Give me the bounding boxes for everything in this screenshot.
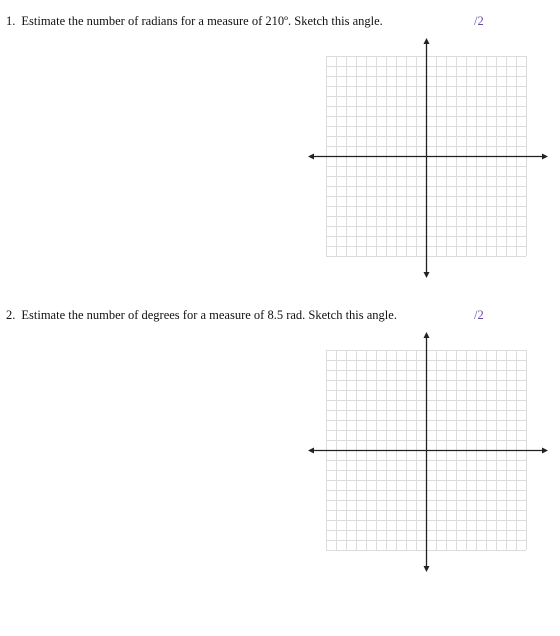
y-axis-bottom-arrow xyxy=(424,272,430,278)
question-number: 2. xyxy=(6,308,16,322)
points-value: /2 xyxy=(474,14,484,28)
coordinate-grid[interactable] xyxy=(306,330,552,574)
coordinate-grid-svg[interactable] xyxy=(306,36,552,280)
points-value: /2 xyxy=(474,308,484,322)
question-text xyxy=(6,14,383,29)
question-prompt: Estimate the number of radians for a measure of 210º. Sketch this angle. xyxy=(21,14,383,28)
y-axis-top-arrow xyxy=(424,38,430,44)
x-axis-right-arrow xyxy=(542,448,548,454)
question-prompt: Estimate the number of degrees for a measure of 8.5 rad. Sketch this angle. xyxy=(21,308,397,322)
coordinate-grid[interactable] xyxy=(306,36,552,280)
coordinate-grid-svg[interactable] xyxy=(306,330,552,574)
question-text xyxy=(6,308,397,323)
question-number: 1. xyxy=(6,14,16,28)
x-axis-left-arrow xyxy=(308,154,314,160)
x-axis-right-arrow xyxy=(542,154,548,160)
x-axis-left-arrow xyxy=(308,448,314,454)
y-axis-bottom-arrow xyxy=(424,566,430,572)
y-axis-top-arrow xyxy=(424,332,430,338)
